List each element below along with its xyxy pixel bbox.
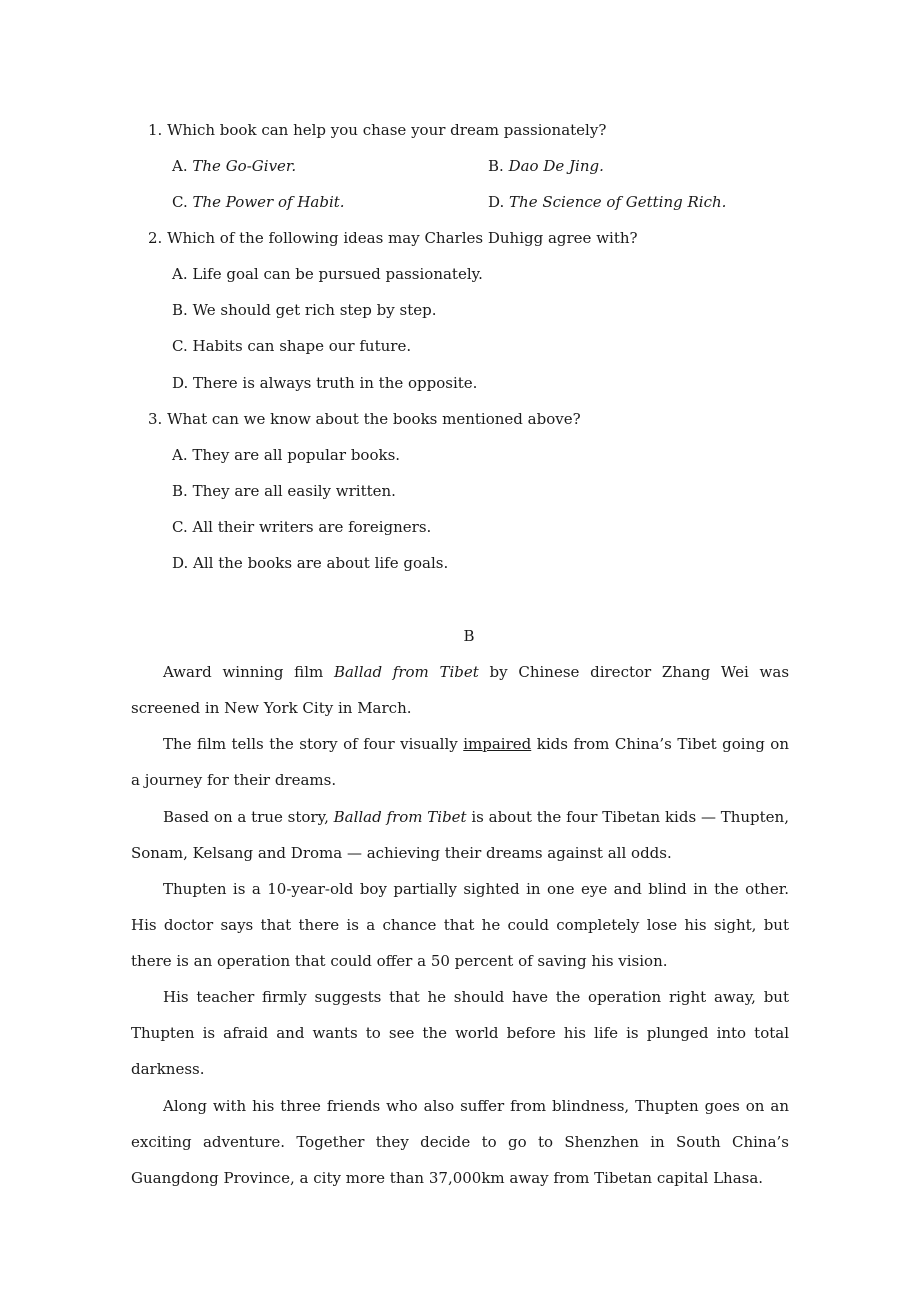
option-letter: C. <box>172 337 188 355</box>
q3-option-d <box>172 553 448 573</box>
option-letter: B. <box>172 301 188 319</box>
option-text: We should get rich step by step. <box>192 301 437 319</box>
option-letter: A. <box>172 446 188 464</box>
paragraph-3 <box>131 799 789 871</box>
option-text: They are all easily written. <box>192 482 396 500</box>
option-letter: C. <box>172 193 188 211</box>
option-text: Dao De Jing. <box>508 157 604 175</box>
q2-option-d <box>172 373 477 393</box>
question-1 <box>148 120 606 140</box>
q3-option-c <box>172 517 431 537</box>
question-number: 3. <box>148 410 163 428</box>
paragraph-text: The film tells the story of four visually <box>163 735 464 753</box>
question-text: Which book can help you chase your dream passionately? <box>167 121 607 139</box>
q2-option-b <box>172 300 437 320</box>
paragraph-6: Along with his three friends who also suffer from blindness, Thupten goes on an exciting adventure. Together they decide to go to Shenzhen in South China’s Guangdong Province, a city more than 37,000km away from Tibetan capital Lhasa. <box>131 1097 789 1188</box>
paragraph-text: Based on a true story, <box>163 808 334 826</box>
option-text: Life goal can be pursued passionately. <box>192 265 483 283</box>
q2-option-c <box>172 336 411 356</box>
question-text: Which of the following ideas may Charles Duhigg agree with? <box>167 229 638 247</box>
option-text: The Power of Habit. <box>192 193 345 211</box>
option-text: All the books are about life goals. <box>193 554 449 572</box>
section-heading: B <box>463 627 475 645</box>
film-title: Ballad from Tibet <box>333 808 467 826</box>
paragraph-5: His teacher firmly suggests that he should have the operation right away, but Thupten is afraid and wants to see the world before his life is plunged into total darkness. <box>131 988 789 1079</box>
option-text: All their writers are foreigners. <box>192 518 432 536</box>
paragraph-text: is about the four Tibetan kids — Thupten, Sonam, Kelsang and Droma — achieving their dreams against all odds. <box>131 808 789 863</box>
q1-option-b <box>488 156 604 176</box>
option-text: Habits can shape our future. <box>192 337 412 355</box>
option-letter: D. <box>172 554 189 572</box>
option-letter: B. <box>488 157 504 175</box>
option-letter: A. <box>172 265 188 283</box>
question-2 <box>148 228 638 248</box>
question-3 <box>148 409 581 429</box>
q1-option-c <box>172 192 345 212</box>
option-text: They are all popular books. <box>192 446 401 464</box>
option-letter: A. <box>172 157 188 175</box>
paragraph-text: Award winning film <box>163 663 334 681</box>
paragraph-text: by Chinese director Zhang Wei was screened in New York City in March. <box>131 663 790 718</box>
film-title: Ballad from Tibet <box>333 663 479 681</box>
paragraph-text: kids from China’s Tibet going on a journey for their dreams. <box>131 735 789 790</box>
option-text: The Go-Giver. <box>192 157 297 175</box>
question-number: 2. <box>148 229 163 247</box>
paragraph-4: Thupten is a 10-year-old boy partially sighted in one eye and blind in the other. His doctor says that there is a chance that he could completely lose his sight, but there is an operation that could offer a 50 percent of saving his vision. <box>131 880 789 971</box>
paragraph-1 <box>131 654 789 726</box>
paragraph-2 <box>131 726 789 798</box>
option-text: There is always truth in the opposite. <box>193 374 478 392</box>
option-letter: C. <box>172 518 188 536</box>
option-letter: B. <box>172 482 188 500</box>
option-letter: D. <box>488 193 505 211</box>
question-number: 1. <box>148 121 163 139</box>
question-text: What can we know about the books mentioned above? <box>167 410 581 428</box>
q2-option-a <box>172 264 483 284</box>
q3-option-b <box>172 481 396 501</box>
option-letter: D. <box>172 374 189 392</box>
q3-option-a <box>172 445 400 465</box>
option-text: The Science of Getting Rich. <box>509 193 727 211</box>
underlined-word: impaired <box>463 735 532 753</box>
q1-option-d <box>488 192 726 212</box>
q1-option-a <box>172 156 296 176</box>
